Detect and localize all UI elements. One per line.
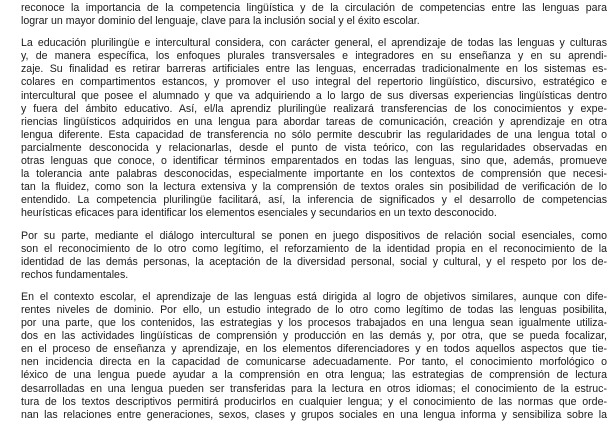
text-line: dos en las actividades lingüísticas de comprensión y producción en las demás y, por otra, que se pueda focalizar, xyxy=(21,330,607,343)
text-line: Por su parte, mediante el diálogo intercultural se ponen en juego dispositivos de relación social esenciales, como xyxy=(21,229,607,242)
text-line: tan la fluidez, como son la lectura extensiva y la comprensión de textos orales sin posibilidad de verificación de lo xyxy=(21,181,607,194)
text-line: son el reconocimiento de lo otro como legítimo, el reforzamiento de la identidad propia en el reconocimiento de la xyxy=(21,242,607,255)
paragraph-2 xyxy=(21,37,607,220)
text-line: léxico de una lengua puede ayudar a la comprensión en otra lengua; las estrategias de comprensión de lectura xyxy=(21,369,607,382)
text-line: otras lenguas que conoce, o identificar términos emparentados en todas las lenguas, sino que, además, promueve xyxy=(21,155,607,168)
text-line: identidad de las demás personas, la aceptación de la diversidad personal, social y cultural, y el respeto por los de- xyxy=(21,255,607,268)
text-line: lograr un mayor dominio del lenguaje, clave para la inclusión social y el éxito escolar. xyxy=(21,15,420,28)
text-line: tura de los textos descriptivos permitirá producirlos en cualquier lengua; y el conocimiento de las normas que orde- xyxy=(21,395,607,408)
text-line: nan las relaciones entre generaciones, sexos, clases y grupos sociales en una lengua informa y sensibiliza sobre la xyxy=(21,408,607,421)
text-line: por una parte, que los contenidos, las estrategias y los procesos trabajados en una lengua sean igualmente utiliza- xyxy=(21,317,607,330)
text-line: La educación plurilingüe e intercultural considera, con carácter general, el aprendizaje de todas las lenguas y culturas xyxy=(21,37,607,50)
document-page xyxy=(21,2,607,431)
text-line: intercultural que posee el alumnado y que va adquiriendo a lo largo de sus diversas experiencias lingüísticas dentro xyxy=(21,89,607,102)
text-line: reconoce la importancia de la competencia lingüística y de la circulación de competencias entre las lenguas para xyxy=(21,2,607,14)
text-line: colares en compartimentos estancos, y promover el uso integral del repertorio lingüístico, discursivo, estratégico e xyxy=(21,76,607,89)
text-line: En el contexto escolar, el aprendizaje de las lenguas está dirigida al logro de objetivos similares, aunque con dife- xyxy=(21,290,607,303)
text-line: lengua diferente. Esta capacidad de transferencia no sólo permite descubrir las regularidades de una lengua total o xyxy=(21,128,607,141)
text-line: rechos fundamentales. xyxy=(21,268,129,281)
text-line: parcialmente desconocida y relacionarlas, desde el punto de vista teórico, con las regularidades observadas en xyxy=(21,141,607,154)
text-line: nen incidencia directa en la capacidad de comunicarse adecuadamente. Por tanto, el conocimiento morfológico o xyxy=(21,356,607,369)
paragraph-4 xyxy=(21,291,607,422)
text-line: rentes niveles de dominio. Por ello, un estudio integrado de lo otro como legítimo de todas las lenguas posibilita, xyxy=(21,303,607,316)
paragraph-1 xyxy=(21,2,607,28)
text-line: y fuera del ámbito educativo. Así, el/la aprendiz plurilingüe realizará transferencias de los conocimientos y expe- xyxy=(21,102,607,115)
text-line: entendido. La competencia plurilingüe facilitará, así, la inferencia de significados y el desarrollo de competencias xyxy=(21,194,607,207)
text-line: en el proceso de enseñanza y aprendizaje, en los elementos diferenciadores y en todos aquellos aspectos que tie- xyxy=(21,343,607,356)
text-line: heurísticas eficaces para identificar los elementos esenciales y secundarios en un texto desconocido. xyxy=(21,207,497,220)
text-line: desarrolladas en una lengua pueden ser transferidas para la lectura en otros idiomas; el conocimiento de la estruc- xyxy=(21,382,607,395)
text-line: riencias lingüísticos adquiridos en una lengua para abordar tareas de comunicación, creación y aprendizaje en otra xyxy=(21,115,607,128)
text-line: la tolerancia ante palabras desconocidas, especialmente importante en los contextos de comprensión que necesi- xyxy=(21,168,607,181)
paragraph-3 xyxy=(21,230,607,282)
text-line: zaje. Su finalidad es retirar barreras artificiales entre las lenguas, encerradas tradicionalmente en los sistemas es- xyxy=(21,63,607,76)
text-line: y, de manera específica, los enfoques plurales transversales e integradores en su enseñanza y en su aprendi- xyxy=(21,50,607,63)
